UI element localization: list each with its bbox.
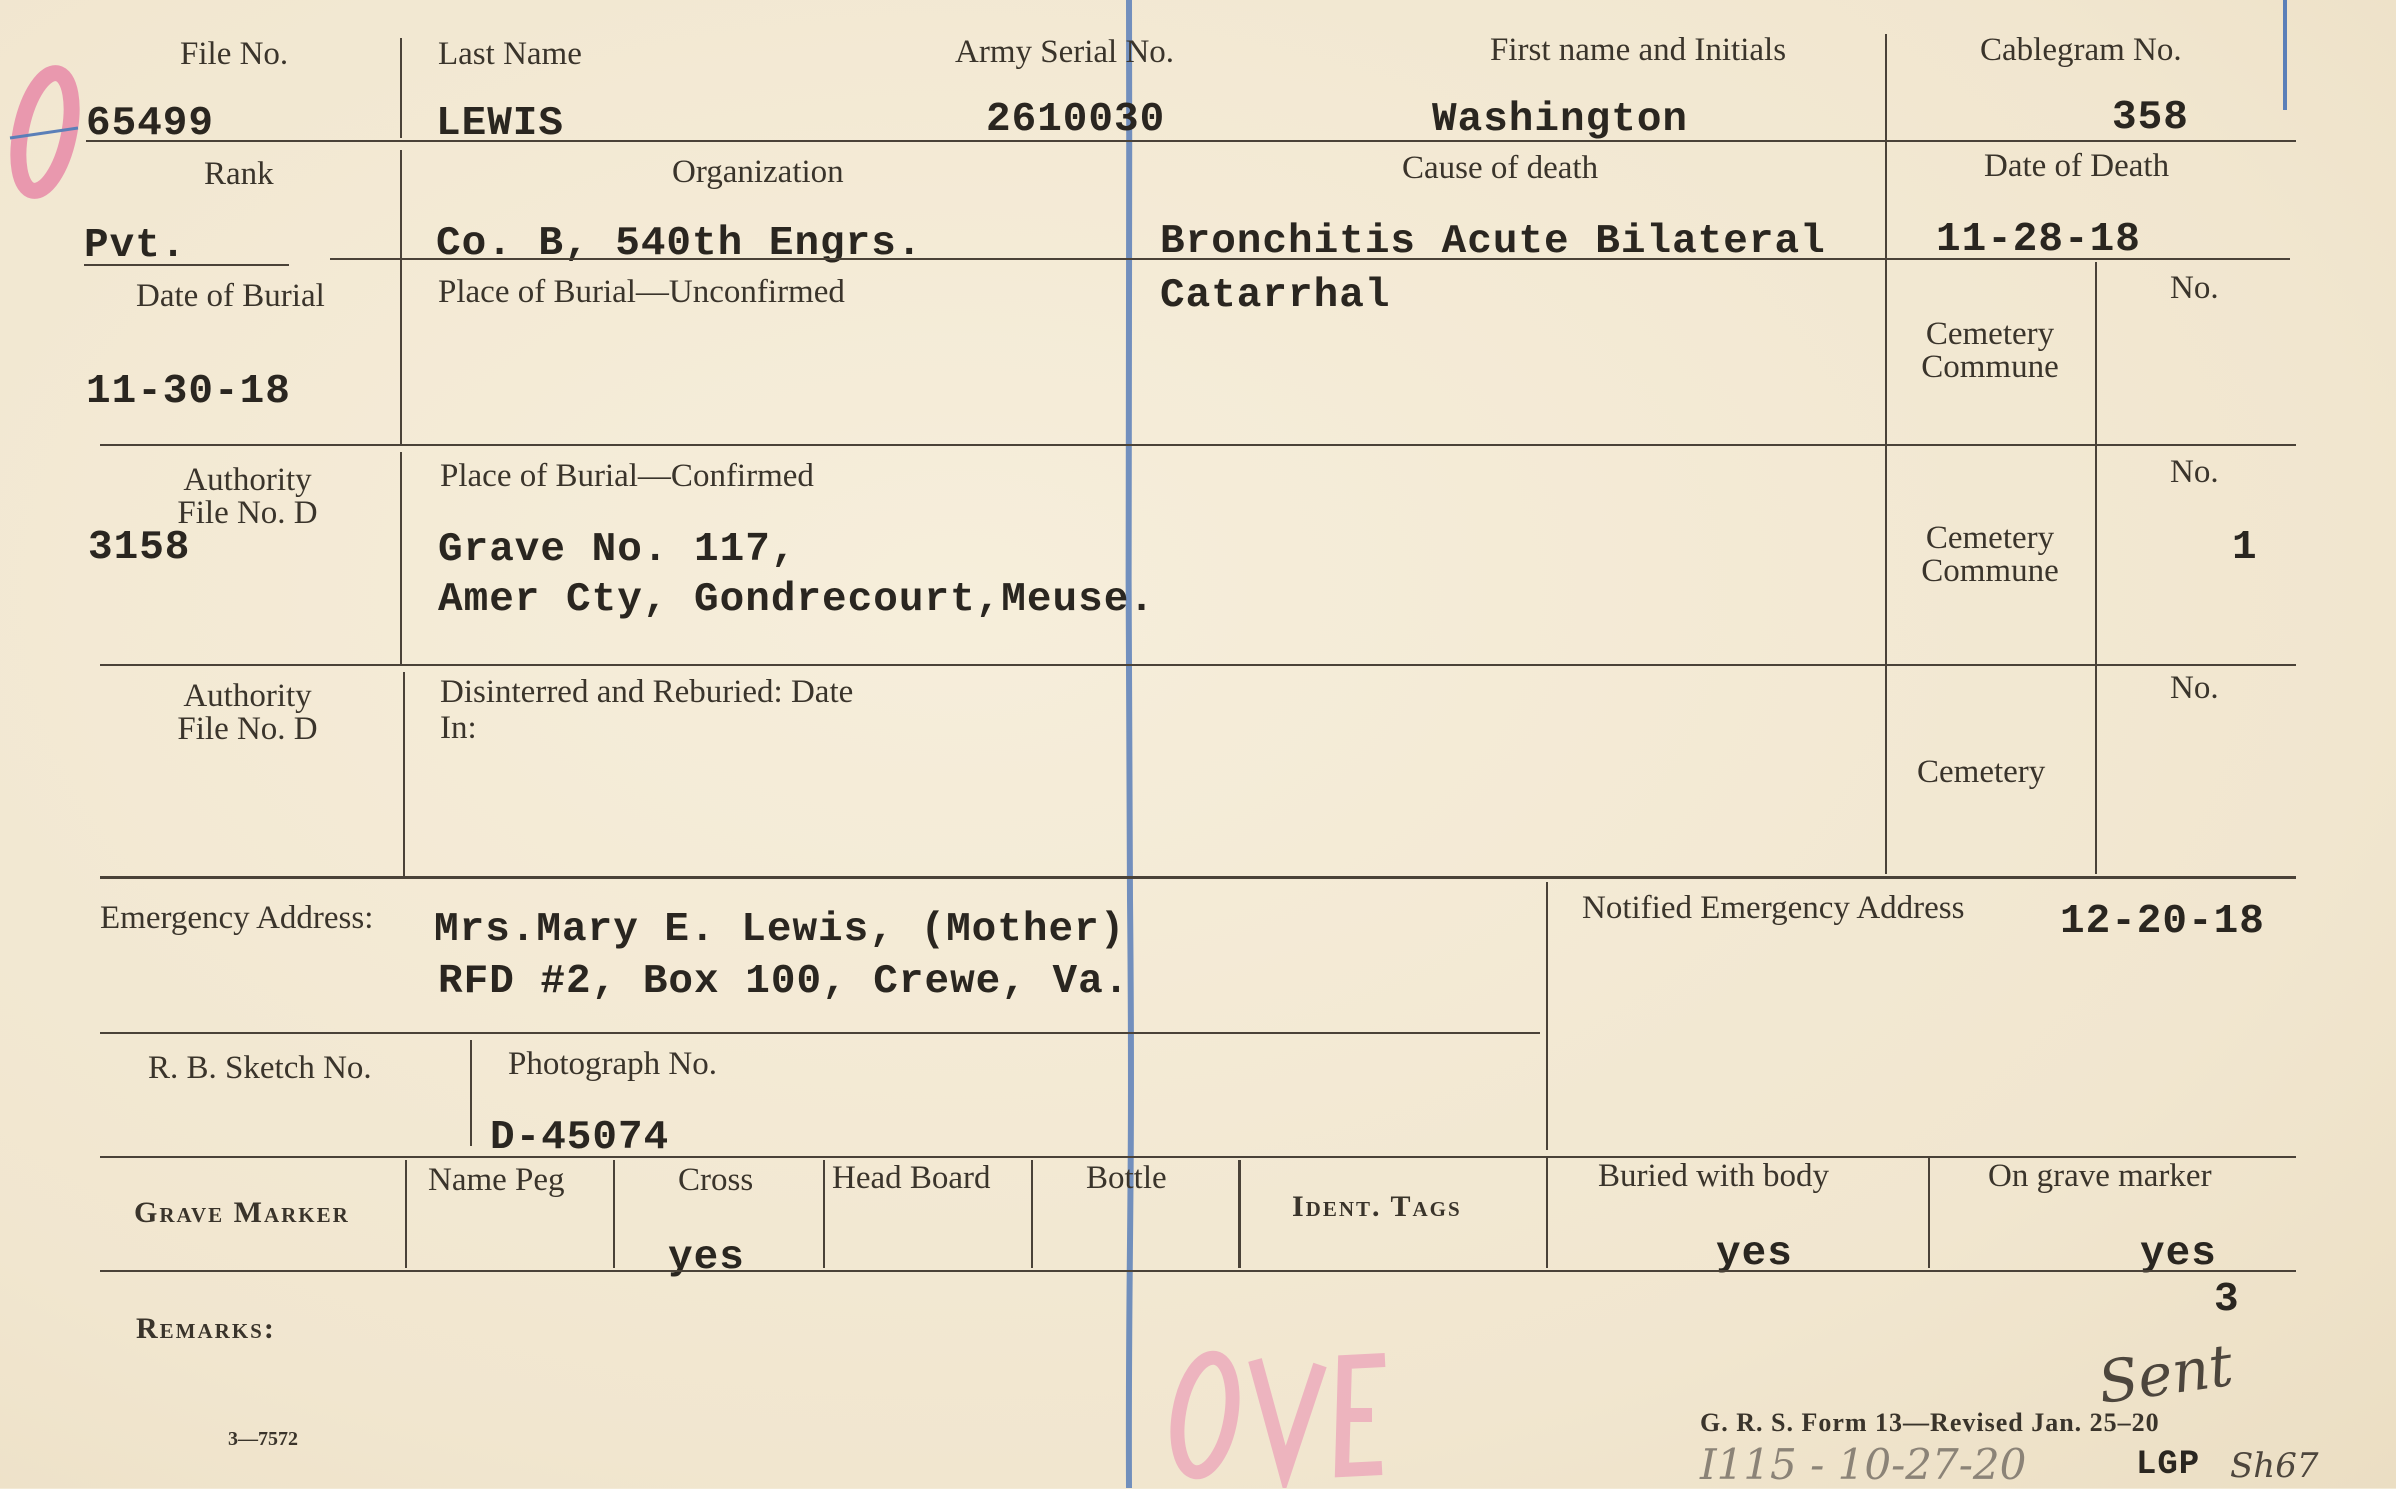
photograph-no-label: Photograph No.	[508, 1046, 717, 1082]
cemetery-label-3: Cemetery	[1917, 754, 2046, 790]
confirmed-no-value: 1	[2232, 525, 2258, 571]
on-grave-marker-label: On grave marker	[1988, 1158, 2212, 1194]
no-label-3: No.	[2170, 670, 2219, 706]
emergency-address-line2: RFD #2, Box 100, Crewe, Va.	[438, 959, 1130, 1005]
date-of-death-value: 11-28-18	[1936, 217, 2141, 263]
ident-tags-label: Ident. Tags	[1292, 1190, 1462, 1223]
cause-of-death-line1: Bronchitis Acute Bilateral	[1160, 219, 1826, 265]
grave-marker-label: Grave Marker	[134, 1196, 350, 1229]
blue-pencil-tick	[2275, 0, 2295, 120]
organization-label: Organization	[672, 154, 844, 190]
name-peg-label: Name Peg	[428, 1162, 565, 1198]
remarks-number: 3	[2214, 1277, 2240, 1323]
photograph-no-value: D-45074	[490, 1115, 670, 1161]
first-name-value: Washington	[1432, 97, 1689, 143]
head-board-label: Head Board	[832, 1160, 991, 1196]
initials: LGP	[2136, 1446, 2201, 1484]
army-serial-no-label: Army Serial No.	[955, 34, 1175, 70]
blue-pencil-line	[1115, 0, 1145, 1488]
place-confirmed-label: Place of Burial—Confirmed	[440, 458, 814, 494]
rank-value: Pvt.	[84, 223, 187, 269]
last-name-value: LEWIS	[436, 101, 565, 147]
pink-stamp-over	[1160, 1320, 1460, 1488]
bottle-label: Bottle	[1086, 1160, 1167, 1196]
date-of-burial-label: Date of Burial	[136, 278, 325, 314]
file-no-label: File No.	[180, 36, 289, 72]
cause-of-death-line2: Catarrhal	[1160, 273, 1391, 319]
cemetery-label-1: Cemetery	[1925, 316, 2055, 352]
authority-file-value-1: 3158	[88, 525, 191, 571]
form-name: G. R. S. Form 13—Revised Jan. 25–20	[1700, 1408, 2160, 1437]
notified-date-value: 12-20-18	[2060, 899, 2265, 945]
remarks-label: Remarks:	[136, 1312, 276, 1345]
cross-value: yes	[668, 1235, 745, 1281]
authority-file-label-1	[150, 464, 345, 530]
pencil-bottom-note: I115 - 10-27-20	[1700, 1440, 2027, 1489]
pink-stamp-zero	[0, 60, 90, 210]
grave-line2: Amer Cty, Gondrecourt,Meuse.	[438, 577, 1155, 623]
place-unconfirmed-label: Place of Burial—Unconfirmed	[438, 274, 845, 310]
cablegram-no-value: 358	[2112, 95, 2189, 141]
cross-label: Cross	[678, 1162, 754, 1198]
buried-with-body-label: Buried with body	[1598, 1158, 1829, 1194]
in-label: In:	[440, 710, 477, 746]
rb-sketch-label: R. B. Sketch No.	[148, 1050, 372, 1086]
file-no-d-label-2: File No. D	[177, 711, 318, 747]
no-label-2: No.	[2170, 454, 2219, 490]
last-name-label: Last Name	[438, 36, 582, 72]
notified-emergency-label: Notified Emergency Address	[1582, 890, 1965, 926]
cause-of-death-label: Cause of death	[1402, 150, 1599, 186]
no-label-1: No.	[2170, 270, 2219, 306]
file-no-d-label-1: File No. D	[177, 495, 318, 531]
date-of-death-label: Date of Death	[1984, 148, 2170, 184]
authority-label-2: Authority	[183, 678, 312, 714]
print-code: 3—7572	[228, 1428, 298, 1450]
authority-label-1: Authority	[183, 462, 312, 498]
rank-label: Rank	[204, 156, 274, 192]
emergency-address-line1: Mrs.Mary E. Lewis, (Mother)	[434, 907, 1126, 953]
disinterred-label: Disinterred and Reburied: Date	[440, 674, 854, 710]
cemetery-commune-label-2	[1905, 522, 2075, 588]
commune-label-2: Commune	[1921, 553, 2059, 589]
cablegram-no-label: Cablegram No.	[1980, 32, 2182, 68]
emergency-address-label: Emergency Address:	[100, 900, 374, 936]
organization-value: Co. B, 540th Engrs.	[436, 221, 923, 267]
cemetery-label-2: Cemetery	[1925, 520, 2055, 556]
pencil-sent: Sent	[2093, 1330, 2237, 1418]
pencil-corner: Sh67	[2230, 1446, 2319, 1486]
date-of-burial-value: 11-30-18	[86, 369, 291, 415]
commune-label-1: Commune	[1921, 349, 2059, 385]
first-name-label: First name and Initials	[1490, 32, 1787, 68]
grave-line1: Grave No. 117,	[438, 527, 797, 573]
buried-with-body-value: yes	[1716, 1231, 1793, 1277]
on-grave-marker-value: yes	[2140, 1231, 2217, 1277]
file-no-value: 65499	[86, 101, 215, 147]
authority-file-label-2	[150, 680, 345, 746]
army-serial-no-value: 2610030	[986, 97, 1166, 143]
cemetery-commune-label-1	[1905, 318, 2075, 384]
